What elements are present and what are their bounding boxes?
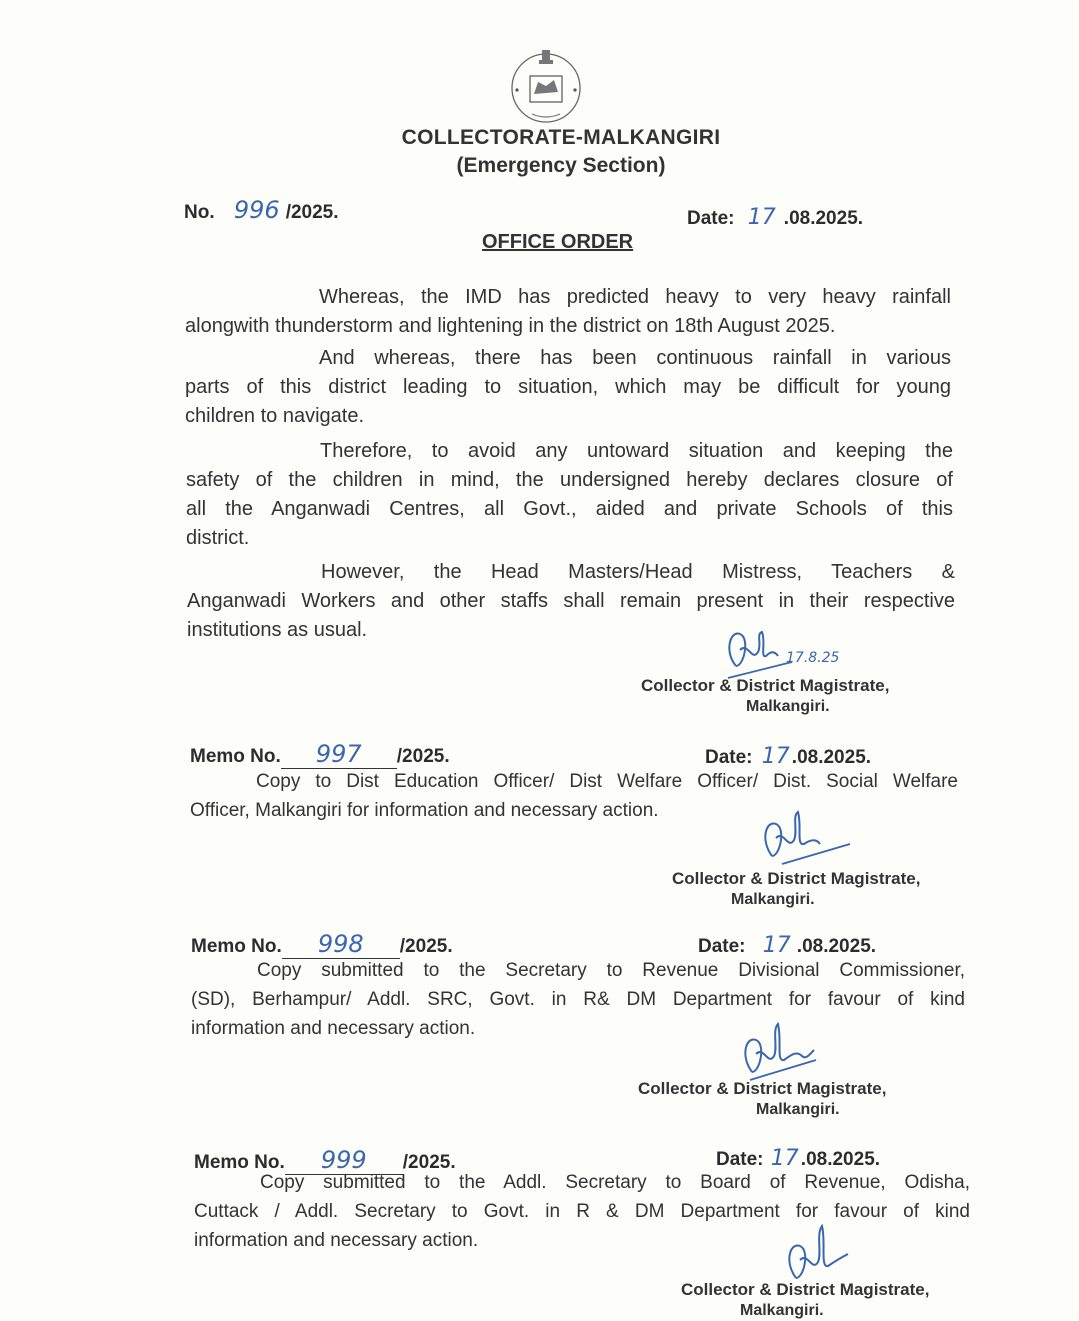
paragraph-line: district. bbox=[186, 527, 250, 549]
memo-suffix: /2025. bbox=[402, 1152, 456, 1173]
paragraph-line: And whereas, there has been continuous rainfall in various bbox=[319, 347, 951, 369]
memo-line: Cuttack / Addl. Secretary to Govt. in R & DM Department for favour of kind bbox=[194, 1201, 970, 1222]
signatory-title: Collector & District Magistrate, bbox=[681, 1280, 930, 1299]
memo-line: (SD), Berhampur/ Addl. SRC, Govt. in R& DM Department for favour of kind bbox=[191, 989, 965, 1010]
office-name: COLLECTORATE-MALKANGIRI bbox=[401, 126, 721, 149]
order-date-suffix: .08.2025. bbox=[783, 208, 864, 229]
order-date-day: 17 bbox=[747, 205, 776, 230]
memo-suffix: /2025. bbox=[396, 746, 450, 767]
signature-mark bbox=[782, 1222, 862, 1286]
signatory-title: Collector & District Magistrate, bbox=[638, 1079, 887, 1098]
signatory-place: Malkangiri. bbox=[756, 1101, 840, 1118]
order-date-label: Date: bbox=[687, 208, 735, 229]
signatory-title: Collector & District Magistrate, bbox=[641, 676, 890, 695]
paragraph-line: institutions as usual. bbox=[187, 619, 368, 641]
memo-label: Memo No. bbox=[194, 1152, 285, 1173]
memo-label: Memo No. bbox=[191, 936, 282, 957]
memo-1-date bbox=[705, 744, 871, 769]
memo-line: Officer, Malkangiri for information and necessary action. bbox=[190, 800, 659, 821]
signature-mark bbox=[758, 806, 858, 872]
memo-label: Memo No. bbox=[190, 746, 281, 767]
memo-2-date bbox=[698, 933, 876, 958]
memo-date-day: 17 bbox=[761, 744, 790, 769]
memo-1-number-line bbox=[190, 740, 450, 769]
memo-date-suffix: .08.2025. bbox=[796, 936, 877, 957]
signature-date-note: 17.8.25 bbox=[786, 650, 840, 666]
memo-suffix: /2025. bbox=[399, 936, 453, 957]
paragraph-line: children to navigate. bbox=[185, 405, 365, 427]
memo-date-label: Date: bbox=[716, 1149, 764, 1170]
memo-date-suffix: .08.2025. bbox=[800, 1149, 881, 1170]
paragraph-line: alongwith thunderstorm and lightening in the district on 18th August 2025. bbox=[185, 315, 836, 337]
memo-date-day: 17 bbox=[762, 933, 791, 958]
memo-date-label: Date: bbox=[698, 936, 746, 957]
paragraph-line: Therefore, to avoid any untoward situation and keeping the bbox=[320, 440, 953, 462]
memo-line: Copy to Dist Education Officer/ Dist Welfare Officer/ Dist. Social Welfare bbox=[256, 771, 958, 792]
memo-date-label: Date: bbox=[705, 747, 753, 768]
memo-number: 998 bbox=[317, 930, 364, 958]
order-no-value: 996 bbox=[233, 196, 280, 224]
order-date bbox=[687, 205, 863, 230]
signatory-place: Malkangiri. bbox=[731, 891, 815, 908]
memo-2-number-line bbox=[191, 930, 453, 959]
state-emblem-icon bbox=[506, 44, 586, 124]
memo-number: 999 bbox=[320, 1146, 367, 1174]
memo-date-day: 17 bbox=[770, 1146, 799, 1171]
signatory-place: Malkangiri. bbox=[746, 698, 830, 715]
memo-line: information and necessary action. bbox=[191, 1018, 476, 1039]
memo-line: Copy submitted to the Secretary to Revenue Divisional Commissioner, bbox=[257, 960, 965, 981]
memo-line: Copy submitted to the Addl. Secretary to Board of Revenue, Odisha, bbox=[260, 1172, 970, 1193]
order-number-line bbox=[184, 196, 339, 224]
paragraph-1 bbox=[185, 283, 951, 341]
paragraph-line: parts of this district leading to situation, which may be difficult for young bbox=[185, 376, 951, 398]
order-no-label: No. bbox=[184, 202, 215, 223]
memo-line: information and necessary action. bbox=[194, 1230, 479, 1251]
order-no-suffix: /2025. bbox=[285, 202, 339, 223]
paragraph-line: safety of the children in mind, the undersigned hereby declares closure of bbox=[186, 469, 953, 491]
memo-number: 997 bbox=[315, 740, 362, 768]
paragraph-line: However, the Head Masters/Head Mistress, Teachers & bbox=[321, 561, 955, 583]
paragraph-3 bbox=[186, 437, 953, 553]
signature-mark bbox=[722, 622, 852, 684]
signature-mark bbox=[738, 1020, 828, 1082]
memo-2-body bbox=[191, 956, 965, 1043]
paragraph-line: Anganwadi Workers and other staffs shall remain present in their respective bbox=[187, 590, 955, 612]
paragraph-line: Whereas, the IMD has predicted heavy to very heavy rainfall bbox=[319, 286, 951, 308]
paragraph-line: all the Anganwadi Centres, all Govt., aided and private Schools of this bbox=[186, 498, 953, 520]
section-name: (Emergency Section) bbox=[456, 154, 666, 177]
signatory-title: Collector & District Magistrate, bbox=[672, 869, 921, 888]
signatory-place: Malkangiri. bbox=[740, 1302, 824, 1319]
paragraph-2 bbox=[185, 344, 951, 431]
memo-date-suffix: .08.2025. bbox=[791, 747, 872, 768]
document-title: OFFICE ORDER bbox=[482, 231, 634, 253]
